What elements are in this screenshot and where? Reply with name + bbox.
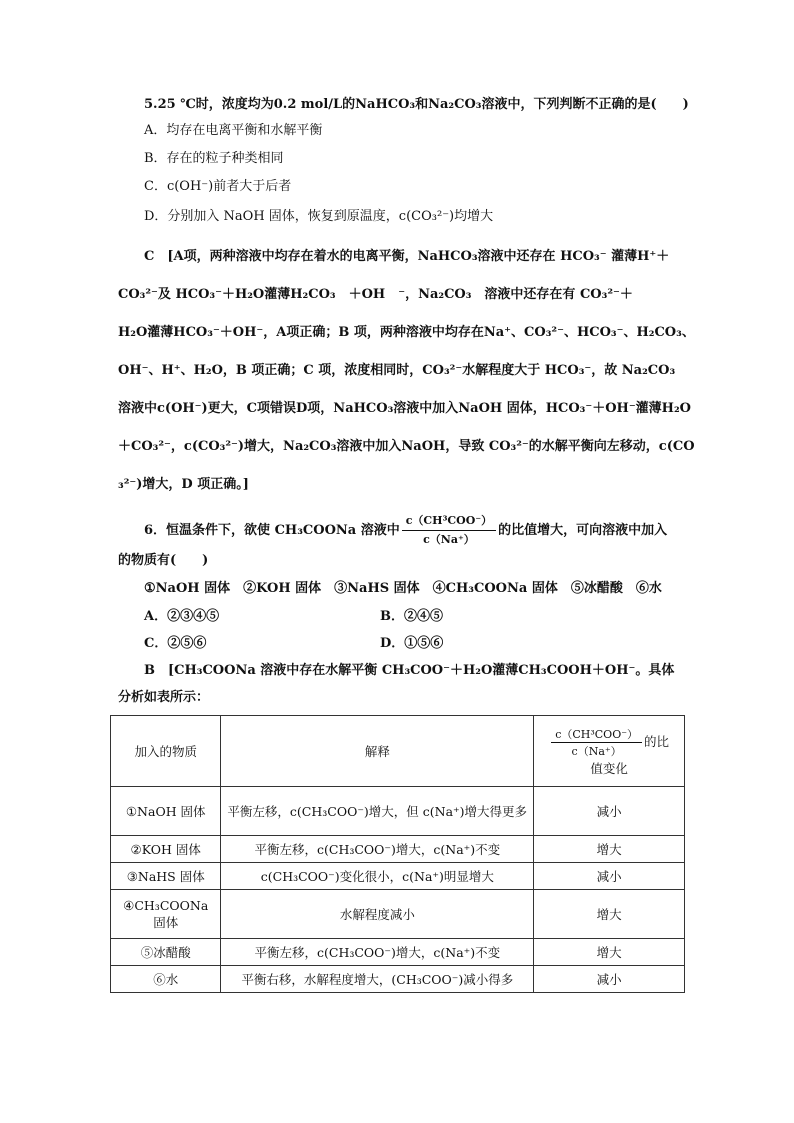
row-change: 减小	[534, 787, 685, 836]
fraction-numerator: c（CH³COO⁻）	[402, 512, 496, 531]
header-ratio-change	[534, 716, 685, 787]
question-5-answer-line: ＋CO₃²⁻，c(CO₃²⁻)增大，Na₂CO₃溶液中加入NaOH，导致 CO₃²⁻的水解平衡向左移动，c(CO	[118, 439, 695, 454]
table-row	[111, 863, 685, 890]
question-5-answer-line: H₂O灌薄HCO₃⁻＋OH⁻，A项正确；B 项，两种溶液中均存在Na⁺、CO₃²⁻、HCO₃⁻、H₂CO₃、	[118, 325, 695, 340]
question-5-option-d: D．分别加入 NaOH 固体，恢复到原温度，c(CO₃²⁻)均增大	[144, 209, 494, 224]
row-change: 增大	[534, 939, 685, 966]
header-line2: 值变化	[590, 760, 628, 776]
question-5-option-b: B．存在的粒子种类相同	[144, 151, 284, 166]
question-6-stem	[144, 512, 667, 549]
question-5-answer-line: C [A项，两种溶液中均存在着水的电离平衡，NaHCO₃溶液中还存在 HCO₃⁻ 灌薄H⁺＋	[144, 249, 670, 264]
header-fraction	[551, 726, 642, 759]
question-5-answer-line: CO₃²⁻及 HCO₃⁻＋H₂O灌薄H₂CO₃ ＋OH ⁻，Na₂CO₃ 溶液中还存在有 CO₃²⁻＋	[118, 287, 633, 302]
table-row	[111, 939, 685, 966]
header-suffix: 的比	[644, 733, 670, 749]
question-5-answer-line: OH⁻、H⁺、H₂O，B 项正确；C 项，浓度相同时，CO₃²⁻水解程度大于 HCO₃⁻，故 Na₂CO₃	[118, 363, 676, 378]
row-substance: ④CH₃COONa 固体	[111, 890, 221, 939]
row-change: 减小	[534, 863, 685, 890]
row-change: 增大	[534, 890, 685, 939]
row-explanation: 平衡左移，c(CH₃COO⁻)增大，c(Na⁺)不变	[221, 836, 534, 863]
fraction-denominator: c（Na⁺）	[571, 744, 622, 758]
question-6-stem-before: 6．恒温条件下，欲使 CH₃COONa 溶液中	[144, 523, 400, 538]
question-6-option-c: C．②⑤⑥	[144, 636, 207, 651]
analysis-table	[110, 715, 685, 993]
row-substance: ①NaOH 固体	[111, 787, 221, 836]
header-explanation: 解释	[221, 716, 534, 787]
question-6-option-d: D．①⑤⑥	[380, 636, 444, 651]
row-explanation: 平衡左移，c(CH₃COO⁻)增大，但 c(Na⁺)增大得更多	[221, 787, 534, 836]
question-6-stem-line2: 的物质有( )	[118, 553, 209, 568]
question-6-option-a: A．②③④⑤	[144, 609, 220, 624]
question-6-answer-line: 分析如表所示：	[118, 690, 210, 705]
question-5-stem: 5.25 ℃时，浓度均为0.2 mol/L的NaHCO₃和Na₂CO₃溶液中，下列判断不正确的是( )	[144, 97, 689, 112]
row-substance: ②KOH 固体	[111, 836, 221, 863]
table-row	[111, 787, 685, 836]
table-header-row	[111, 716, 685, 787]
table-row	[111, 966, 685, 993]
question-6-items: ①NaOH 固体 ②KOH 固体 ③NaHS 固体 ④CH₃COONa 固体 ⑤冰醋酸 ⑥水	[144, 581, 662, 596]
question-5-option-c: C．c(OH⁻)前者大于后者	[144, 179, 292, 194]
row-explanation: 平衡右移，水解程度增大，(CH₃COO⁻)减小得多	[221, 966, 534, 993]
question-6-stem-after: 的比值增大，可向溶液中加入	[498, 523, 668, 538]
table-row	[111, 890, 685, 939]
question-6-answer-line: B [CH₃COONa 溶液中存在水解平衡 CH₃COO⁻＋H₂O灌薄CH₃COOH＋OH⁻。具体	[144, 663, 675, 678]
ratio-fraction	[402, 512, 496, 549]
row-explanation: c(CH₃COO⁻)变化很小，c(Na⁺)明显增大	[221, 863, 534, 890]
header-substance: 加入的物质	[111, 716, 221, 787]
row-explanation: 水解程度减小	[221, 890, 534, 939]
question-5-answer-line: 溶液中c(OH⁻)更大，C项错误D项，NaHCO₃溶液中加入NaOH 固体，HCO₃⁻＋OH⁻灌薄H₂O	[118, 401, 691, 416]
row-change: 减小	[534, 966, 685, 993]
fraction-numerator: c（CH³COO⁻）	[551, 726, 642, 743]
question-5-option-a: A．均存在电离平衡和水解平衡	[144, 123, 323, 138]
row-explanation: 平衡左移，c(CH₃COO⁻)增大，c(Na⁺)不变	[221, 939, 534, 966]
row-change: 增大	[534, 836, 685, 863]
question-6-option-b: B．②④⑤	[380, 609, 443, 624]
table-row	[111, 836, 685, 863]
row-substance: ⑤冰醋酸	[111, 939, 221, 966]
question-5-answer-line: ₃²⁻)增大，D 项正确。]	[118, 477, 249, 492]
row-substance: ③NaHS 固体	[111, 863, 221, 890]
fraction-denominator: c（Na⁺）	[423, 533, 475, 546]
row-substance: ⑥水	[111, 966, 221, 993]
